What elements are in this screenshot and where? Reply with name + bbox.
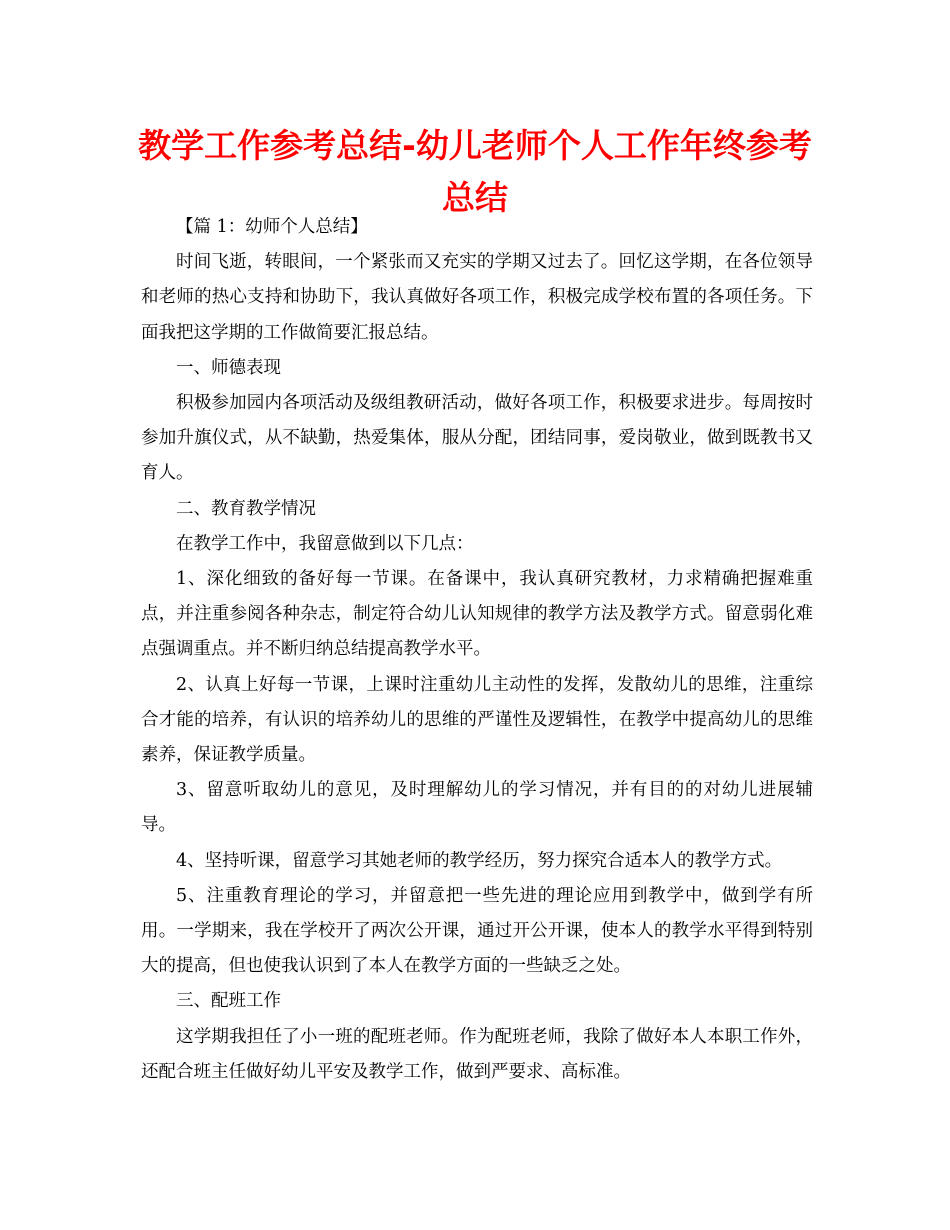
intro-paragraph: 时间飞逝，转眼间，一个紧张而又充实的学期又过去了。回忆这学期，在各位领导和老师的热心支持和协助下，我认真做好各项工作，积极完成学校布置的各项任务。下面我把这学期的工作做简要汇报总结。: [141, 252, 813, 343]
teaching-item-3: 3、留意听取幼儿的意见，及时理解幼儿的学习情况，并有目的的对幼儿进展辅导。: [141, 780, 813, 836]
document-title: 教学工作参考总结-幼儿老师个人工作年终参考总结: [138, 126, 812, 217]
teaching-item-2: 2、认真上好每一节课，上课时注重幼儿主动性的发挥，发散幼儿的思维，注重综合才能的培养，有认识的培养幼儿的思维的严谨性及逻辑性，在教学中提高幼儿的思维素养，保证教学质量。: [141, 674, 813, 766]
section-heading-teaching: 二、教育教学情况: [176, 498, 316, 519]
teaching-item-5: 5、注重教育理论的学习，并留意把一些先进的理论应用到教学中，做到学有所用。一学期来，我在学校开了两次公开课，通过开公开课，使本人的教学水平得到特别大的提高，但也使我认识到了本人在教学方面的一些缺乏之处。: [141, 885, 813, 977]
assistant-class-paragraph: 这学期我担任了小一班的配班老师。作为配班老师，我除了做好本人本职工作外，还配合班主任做好幼儿平安及教学工作，做到严要求、高标准。: [141, 1026, 813, 1082]
document-body: [141, 210, 813, 1090]
ethics-paragraph: 积极参加园内各项活动及级组教研活动，做好各项工作，积极要求进步。每周按时参加升旗仪式，从不缺勤，热爱集体，服从分配，团结同事，爱岗敬业，做到既教书又育人。: [141, 393, 813, 484]
teaching-intro-paragraph: 在教学工作中，我留意做到以下几点：: [176, 533, 474, 554]
section-heading-ethics: 一、师德表现: [176, 357, 281, 378]
section-heading-article-1: 【篇 1：幼师个人总结】: [176, 217, 368, 237]
section-heading-assistant-class: 三、配班工作: [176, 991, 281, 1012]
teaching-item-4: 4、坚持听课，留意学习其她老师的教学经历，努力探究合适本人的教学方式。: [176, 850, 783, 871]
teaching-item-1: 1、深化细致的备好每一节课。在备课中，我认真研究教材，力求精确把握难重点，并注重参阅各种杂志，制定符合幼儿认知规律的教学方法及教学方式。留意弱化难点强调重点。并不断归纳总结提高教学水平。: [141, 569, 813, 660]
